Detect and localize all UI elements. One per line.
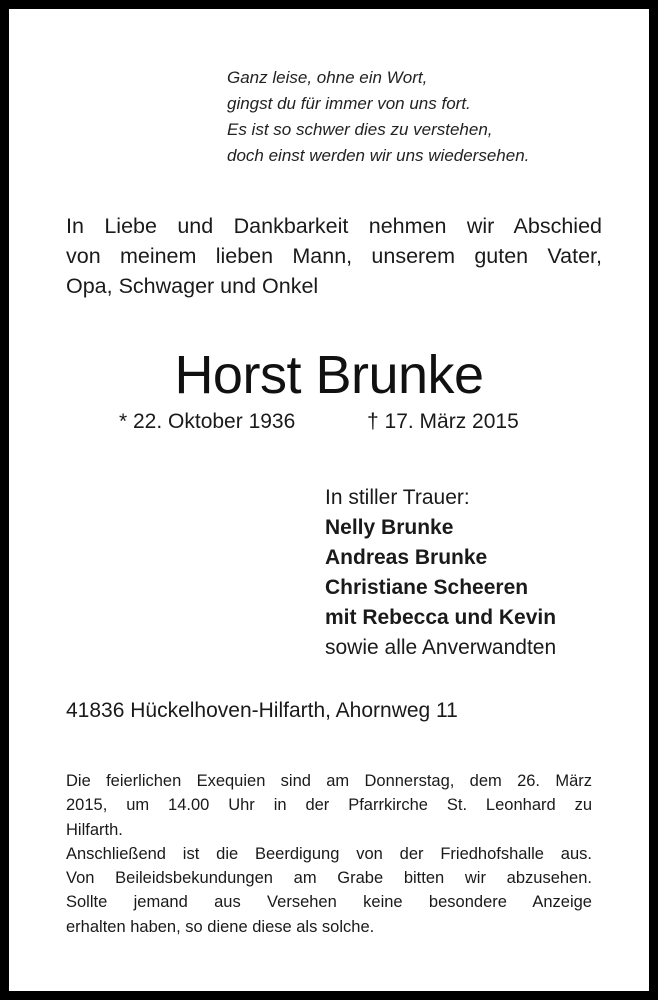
mourners-heading: In stiller Trauer: — [325, 486, 470, 509]
notice-line: 2015, um 14.00 Uhr in der Pfarrkirche St. Leonhard zu — [66, 796, 592, 815]
family-address: 41836 Hückelhoven-Hilfarth, Ahornweg 11 — [66, 699, 458, 722]
notice-line: Sollte jemand aus Versehen keine besondere Anzeige — [66, 893, 592, 912]
deceased-name: Horst Brunke — [174, 345, 484, 405]
mourner-name: Nelly Brunke — [325, 516, 454, 539]
notice-line: erhalten haben, so diene diese als solche. — [66, 917, 375, 936]
intro-line: In Liebe und Dankbarkeit nehmen wir Abschied — [66, 214, 602, 238]
poem-line: gingst du für immer von uns fort. — [227, 94, 471, 113]
poem — [227, 65, 529, 169]
mourners-block — [325, 483, 556, 663]
mourner-name: Christiane Scheeren — [325, 576, 529, 599]
mourner-name: mit Rebecca und Kevin — [325, 606, 557, 629]
notice-line: Von Beileidsbekundungen am Grabe bitten wir abzusehen. — [66, 869, 592, 888]
notice-line: Hilfarth. — [66, 820, 123, 839]
notice-line: Die feierlichen Exequien sind am Donnerstag, dem 26. März — [66, 772, 592, 790]
poem-line: doch einst werden wir uns wiedersehen. — [227, 146, 530, 165]
poem-line: Ganz leise, ohne ein Wort, — [227, 68, 428, 87]
intro-line: von meinem lieben Mann, unserem guten Vater, — [66, 244, 602, 268]
mourners-footer: sowie alle Anverwandten — [325, 636, 557, 659]
intro-line: Opa, Schwager und Onkel — [66, 274, 319, 298]
birth-date: * 22. Oktober 1936 — [119, 410, 296, 433]
mourner-name: Andreas Brunke — [325, 546, 488, 569]
funeral-notice — [66, 769, 592, 939]
notice-line: Anschließend ist die Beerdigung von der Friedhofshalle aus. — [66, 844, 592, 863]
intro-text — [66, 211, 602, 301]
poem-line: Es ist so schwer dies zu verstehen, — [227, 120, 493, 139]
death-date: † 17. März 2015 — [367, 410, 519, 433]
